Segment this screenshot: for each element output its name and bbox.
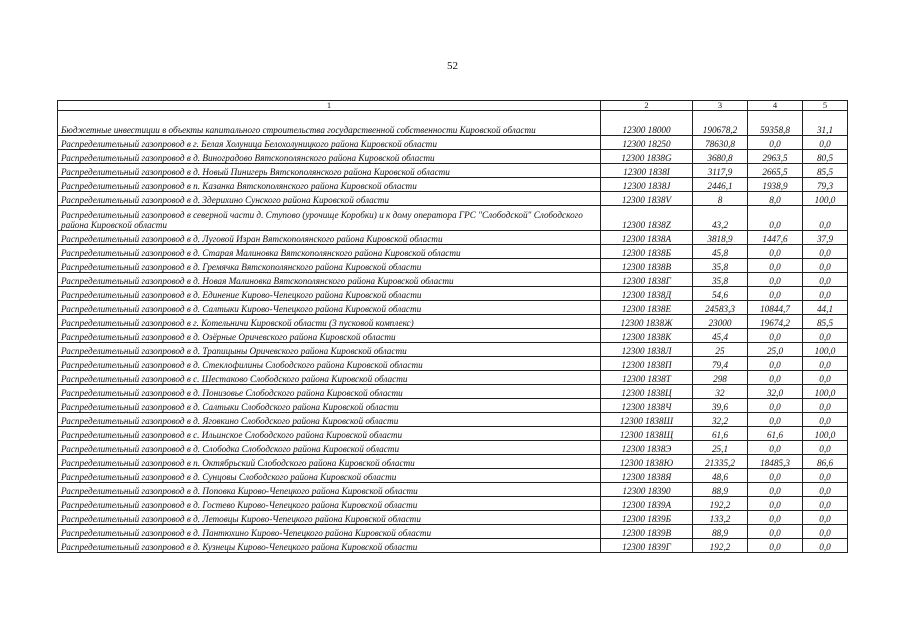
row-value-col4: 0,0 (748, 259, 803, 273)
page-number: 52 (447, 60, 458, 72)
row-name-cell: Распределительный газопровод в д. Летовцы Кирово-Чепецкого района Кировской области (58, 511, 601, 525)
row-code-cell: 12300 1838Т (601, 371, 693, 385)
row-value-col5: 100,0 (803, 385, 848, 399)
row-value-col3: 21335,2 (693, 455, 748, 469)
row-name-cell: Распределительный газопровод в д. Озёрные Оричевского района Кировской области (58, 329, 601, 343)
row-name-cell: Распределительный газопровод в д. Трапицыны Оричевского района Кировской области (58, 343, 601, 357)
row-value-col3: 32,2 (693, 413, 748, 427)
row-value-col5: 0,0 (803, 273, 848, 287)
row-value-col4: 61,6 (748, 427, 803, 441)
row-value-col3: 88,9 (693, 483, 748, 497)
row-value-col3: 192,2 (693, 539, 748, 553)
header-col-1: 1 (58, 101, 601, 111)
table-row (58, 413, 848, 427)
row-value-col4: 0,0 (748, 287, 803, 301)
table-row (58, 427, 848, 441)
row-value-col3: 88,9 (693, 525, 748, 539)
row-code-cell: 12300 18000 (601, 111, 693, 136)
row-name-cell: Распределительный газопровод в д. Пантюхино Кирово-Чепецкого района Кировской области (58, 525, 601, 539)
table-row (58, 455, 848, 469)
row-value-col5: 0,0 (803, 206, 848, 231)
table-row (58, 525, 848, 539)
table-row (58, 385, 848, 399)
row-code-cell: 12300 18250 (601, 136, 693, 150)
row-code-cell: 12300 1838Ж (601, 315, 693, 329)
row-code-cell: 12300 1838Э (601, 441, 693, 455)
row-code-cell: 12300 1838V (601, 192, 693, 206)
row-value-col3: 3117,9 (693, 164, 748, 178)
row-value-col5: 0,0 (803, 245, 848, 259)
row-name-cell: Распределительный газопровод в с. Ильинское Слободского района Кировской области (58, 427, 601, 441)
header-col-5: 5 (803, 101, 848, 111)
row-value-col3: 35,8 (693, 273, 748, 287)
row-code-cell: 12300 1838Ю (601, 455, 693, 469)
row-value-col3: 45,4 (693, 329, 748, 343)
row-value-col5: 31,1 (803, 111, 848, 136)
row-value-col5: 0,0 (803, 329, 848, 343)
row-code-cell: 12300 1838Л (601, 343, 693, 357)
row-code-cell: 12300 18390 (601, 483, 693, 497)
row-code-cell: 12300 1838В (601, 259, 693, 273)
row-value-col3: 25 (693, 343, 748, 357)
row-code-cell: 12300 1839Г (601, 539, 693, 553)
row-value-col4: 0,0 (748, 329, 803, 343)
row-value-col4: 0,0 (748, 399, 803, 413)
row-value-col3: 78630,8 (693, 136, 748, 150)
table-body (58, 111, 848, 553)
row-value-col4: 0,0 (748, 136, 803, 150)
row-name-cell: Распределительный газопровод в д. Слободка Слободского района Кировской области (58, 441, 601, 455)
row-value-col5: 100,0 (803, 192, 848, 206)
row-value-col3: 190678,2 (693, 111, 748, 136)
row-value-col4: 2665,5 (748, 164, 803, 178)
row-name-cell: Распределительный газопровод в с. Шестаково Слободского района Кировской области (58, 371, 601, 385)
table-row (58, 245, 848, 259)
row-value-col5: 85,5 (803, 164, 848, 178)
row-value-col5: 100,0 (803, 427, 848, 441)
row-code-cell: 12300 1838I (601, 164, 693, 178)
row-value-col4: 0,0 (748, 273, 803, 287)
row-value-col5: 44,1 (803, 301, 848, 315)
row-value-col3: 24583,3 (693, 301, 748, 315)
row-value-col5: 0,0 (803, 539, 848, 553)
table-row (58, 273, 848, 287)
row-value-col3: 45,8 (693, 245, 748, 259)
row-code-cell: 12300 1838Е (601, 301, 693, 315)
row-value-col4: 0,0 (748, 206, 803, 231)
row-value-col5: 0,0 (803, 525, 848, 539)
row-value-col5: 86,6 (803, 455, 848, 469)
row-code-cell: 12300 1838G (601, 150, 693, 164)
table-row (58, 136, 848, 150)
row-value-col4: 0,0 (748, 441, 803, 455)
table-row (58, 343, 848, 357)
table-row (58, 539, 848, 553)
row-value-col5: 0,0 (803, 413, 848, 427)
row-value-col5: 80,5 (803, 150, 848, 164)
row-value-col4: 32,0 (748, 385, 803, 399)
row-value-col3: 25,1 (693, 441, 748, 455)
table-row (58, 483, 848, 497)
row-name-cell: Распределительный газопровод в д. Гостево Кирово-Чепецкого района Кировской области (58, 497, 601, 511)
row-value-col5: 79,3 (803, 178, 848, 192)
row-code-cell: 12300 1838Б (601, 245, 693, 259)
table-row (58, 497, 848, 511)
row-value-col4: 0,0 (748, 413, 803, 427)
row-name-cell: Распределительный газопровод в д. Поповка Кирово-Чепецкого района Кировской области (58, 483, 601, 497)
table-row (58, 511, 848, 525)
row-value-col3: 133,2 (693, 511, 748, 525)
row-value-col4: 0,0 (748, 539, 803, 553)
row-name-cell: Распределительный газопровод в северной части д. Ступово (урочище Коробки) и к дому оператора ГРС "Слободской" Слободского района Кировской области (58, 206, 601, 231)
row-value-col3: 43,2 (693, 206, 748, 231)
table-row (58, 301, 848, 315)
row-value-col3: 298 (693, 371, 748, 385)
table-row (58, 164, 848, 178)
row-value-col4: 0,0 (748, 245, 803, 259)
table-row (58, 399, 848, 413)
header-col-2: 2 (601, 101, 693, 111)
row-value-col4: 0,0 (748, 497, 803, 511)
row-value-col3: 32 (693, 385, 748, 399)
row-name-cell: Распределительный газопровод в д. Кузнецы Кирово-Чепецкого района Кировской области (58, 539, 601, 553)
table-row (58, 357, 848, 371)
row-name-cell: Бюджетные инвестиции в объекты капитального строительства государственной собственности Кировской области (58, 111, 601, 136)
row-value-col4: 2963,5 (748, 150, 803, 164)
table-row (58, 150, 848, 164)
row-value-col4: 25,0 (748, 343, 803, 357)
row-value-col4: 59358,8 (748, 111, 803, 136)
row-value-col4: 0,0 (748, 469, 803, 483)
row-value-col5: 37,9 (803, 231, 848, 245)
row-code-cell: 12300 1838Г (601, 273, 693, 287)
row-value-col4: 0,0 (748, 483, 803, 497)
row-code-cell: 12300 1838К (601, 329, 693, 343)
row-value-col3: 3818,9 (693, 231, 748, 245)
row-code-cell: 12300 1838А (601, 231, 693, 245)
row-value-col4: 0,0 (748, 357, 803, 371)
row-code-cell: 12300 1838Д (601, 287, 693, 301)
row-code-cell: 12300 1838Щ (601, 427, 693, 441)
row-value-col3: 61,6 (693, 427, 748, 441)
row-code-cell: 12300 1838Ш (601, 413, 693, 427)
row-value-col5: 0,0 (803, 511, 848, 525)
row-name-cell: Распределительный газопровод в г. Белая Холуница Белохолуницкого района Кировской области (58, 136, 601, 150)
row-value-col3: 3680,8 (693, 150, 748, 164)
budget-table (57, 100, 848, 553)
table-row (58, 178, 848, 192)
row-value-col5: 85,5 (803, 315, 848, 329)
row-value-col3: 23000 (693, 315, 748, 329)
row-value-col5: 0,0 (803, 287, 848, 301)
row-name-cell: Распределительный газопровод в д. Салтыки Кирово-Чепецкого района Кировской области (58, 301, 601, 315)
row-code-cell: 12300 1838Ц (601, 385, 693, 399)
row-value-col3: 192,2 (693, 497, 748, 511)
row-value-col5: 0,0 (803, 136, 848, 150)
row-value-col5: 0,0 (803, 497, 848, 511)
row-value-col3: 2446,1 (693, 178, 748, 192)
table-row (58, 441, 848, 455)
row-code-cell: 12300 1838П (601, 357, 693, 371)
row-code-cell: 12300 1839Б (601, 511, 693, 525)
row-value-col4: 0,0 (748, 525, 803, 539)
table-header-row (58, 101, 848, 111)
table-row (58, 371, 848, 385)
table-row (58, 111, 848, 136)
row-value-col5: 100,0 (803, 343, 848, 357)
row-code-cell: 12300 1838Ч (601, 399, 693, 413)
table-row (58, 231, 848, 245)
row-name-cell: Распределительный газопровод в д. Старая Малиновка Вятскополянского района Кировской области (58, 245, 601, 259)
row-value-col4: 18485,3 (748, 455, 803, 469)
row-value-col4: 0,0 (748, 371, 803, 385)
row-name-cell: Распределительный газопровод в п. Октябрьский Слободского района Кировской области (58, 455, 601, 469)
row-value-col3: 54,6 (693, 287, 748, 301)
table-row (58, 287, 848, 301)
row-value-col4: 8,0 (748, 192, 803, 206)
table-row (58, 329, 848, 343)
table-row (58, 469, 848, 483)
row-name-cell: Распределительный газопровод в д. Понизовье Слободского района Кировской области (58, 385, 601, 399)
table-row (58, 192, 848, 206)
row-name-cell: Распределительный газопровод в д. Виноградово Вятскополянского района Кировской области (58, 150, 601, 164)
row-name-cell: Распределительный газопровод в д. Новый Пинигерь Вятскополянского района Кировской области (58, 164, 601, 178)
row-value-col4: 1447,6 (748, 231, 803, 245)
row-name-cell: Распределительный газопровод в д. Здерихино Сунского района Кировской области (58, 192, 601, 206)
row-value-col5: 0,0 (803, 469, 848, 483)
row-name-cell: Распределительный газопровод в п. Казанка Вятскополянского района Кировской области (58, 178, 601, 192)
row-name-cell: Распределительный газопровод в д. Единение Кирово-Чепецкого района Кировской области (58, 287, 601, 301)
row-value-col4: 1938,9 (748, 178, 803, 192)
row-name-cell: Распределительный газопровод в д. Новая Малиновка Вятскополянского района Кировской области (58, 273, 601, 287)
header-col-3: 3 (693, 101, 748, 111)
row-value-col3: 35,8 (693, 259, 748, 273)
row-name-cell: Распределительный газопровод в д. Стеклофилины Слободского района Кировской области (58, 357, 601, 371)
row-value-col5: 0,0 (803, 441, 848, 455)
row-name-cell: Распределительный газопровод в д. Луговой Изран Вятскополянского района Кировской области (58, 231, 601, 245)
row-value-col4: 0,0 (748, 511, 803, 525)
table-row (58, 259, 848, 273)
row-code-cell: 12300 1838Я (601, 469, 693, 483)
row-code-cell: 12300 1838J (601, 178, 693, 192)
row-value-col3: 79,4 (693, 357, 748, 371)
row-name-cell: Распределительный газопровод в д. Гремячка Вятскополянского района Кировской области (58, 259, 601, 273)
row-value-col3: 39,6 (693, 399, 748, 413)
row-name-cell: Распределительный газопровод в г. Котельничи Кировской области (3 пусковой комплекс) (58, 315, 601, 329)
row-value-col3: 48,6 (693, 469, 748, 483)
row-value-col4: 10844,7 (748, 301, 803, 315)
row-value-col5: 0,0 (803, 357, 848, 371)
row-value-col5: 0,0 (803, 259, 848, 273)
row-code-cell: 12300 1839А (601, 497, 693, 511)
row-code-cell: 12300 1838Z (601, 206, 693, 231)
row-value-col5: 0,0 (803, 483, 848, 497)
row-value-col5: 0,0 (803, 371, 848, 385)
header-col-4: 4 (748, 101, 803, 111)
table-row (58, 315, 848, 329)
row-name-cell: Распределительный газопровод в д. Салтыки Слободского района Кировской области (58, 399, 601, 413)
row-name-cell: Распределительный газопровод в д. Яговкино Слободского района Кировской области (58, 413, 601, 427)
row-value-col4: 19674,2 (748, 315, 803, 329)
row-code-cell: 12300 1839В (601, 525, 693, 539)
row-value-col5: 0,0 (803, 399, 848, 413)
table-row (58, 206, 848, 231)
row-name-cell: Распределительный газопровод в д. Сунцовы Слободского района Кировской области (58, 469, 601, 483)
row-value-col3: 8 (693, 192, 748, 206)
